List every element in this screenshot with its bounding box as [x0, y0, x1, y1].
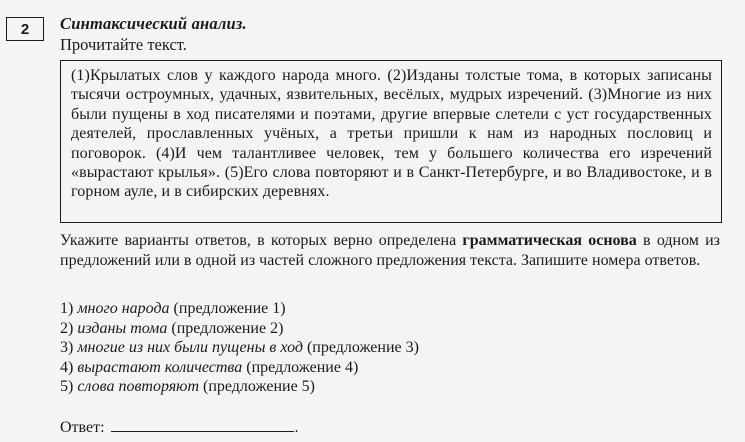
answer-label: Ответ: [60, 419, 105, 436]
task-number: 2 [20, 20, 30, 38]
task-title: Синтаксический анализ. [60, 14, 247, 33]
option-phrase: изданы тома [77, 319, 168, 337]
option-phrase: много народа [77, 300, 170, 317]
option-5 [60, 377, 419, 397]
answer-blank-line[interactable] [111, 417, 294, 432]
option-ref: (предложение 3) [306, 339, 419, 357]
task-instruction: Прочитайте текст. [60, 35, 187, 54]
text-passage: (1)Крылатых слов у каждого народа много. (2)Изданы толстые тома, в которых записаны тысячи остроумных, удачных, язвительных, весёлых, мудрых изречений. (3)Многие из них были пущены в ход писателями и поэтами, другие впервые слетели с уст государственных деятелей, прославленных учёных, а третьи пришли к нам из народных пословиц и поговорок. (4)И чем талантливее человек, тем у большего количества его изречений «вырастают крылья». (5)Его слова повторяют и в Санкт-Петербурге, и во Владивостоке, и в горном ауле, и в сибирских деревнях. [71, 67, 712, 201]
answer-end-period: . [294, 419, 299, 436]
option-ref: (предложение 1) [173, 300, 286, 317]
option-number: 1) [60, 300, 74, 317]
option-phrase: слова повторяют [77, 378, 199, 396]
option-2 [60, 319, 419, 339]
option-ref: (предложение 4) [246, 358, 359, 376]
option-3 [60, 338, 419, 358]
option-ref: (предложение 5) [203, 378, 316, 396]
question-part-1: Укажите варианты ответов, в которых верно определена [60, 232, 463, 249]
option-ref: (предложение 2) [171, 319, 284, 337]
option-4 [60, 358, 419, 378]
text-passage-box [60, 60, 722, 223]
task-number-box [6, 17, 44, 41]
question-part-2: в одном из предложений или в одной из частей сложного предложения текста. Запишите номера ответов. [60, 232, 721, 269]
option-phrase: многие из них были пущены в ход [77, 339, 303, 357]
option-1 [60, 299, 419, 319]
option-number: 2) [60, 319, 74, 337]
option-number: 4) [60, 358, 74, 376]
question-text [60, 231, 720, 270]
option-number: 3) [60, 339, 74, 357]
question-keyword: грамматическая основа [462, 232, 637, 249]
answer-options [60, 299, 419, 397]
option-phrase: вырастают количества [77, 358, 243, 376]
option-number: 5) [60, 378, 74, 396]
answer-row [60, 417, 299, 437]
